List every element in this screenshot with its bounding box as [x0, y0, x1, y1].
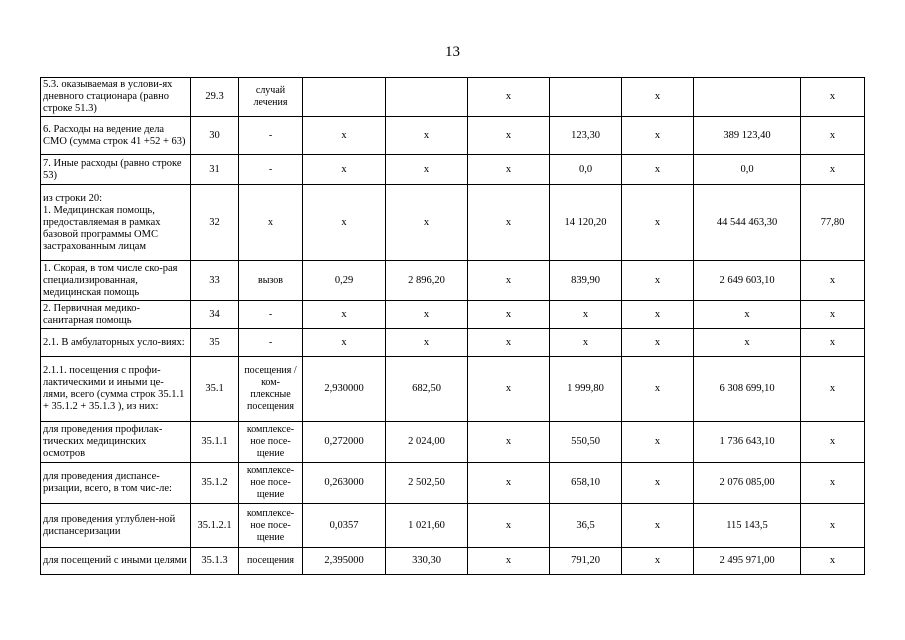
total-cell: 44 544 463,30 [694, 185, 801, 261]
unit-cell: комплексе-ное посе-щение [239, 504, 303, 548]
row-code: 33 [191, 261, 239, 301]
share-cell: x [801, 329, 865, 357]
norm-volume-cell: x [303, 329, 386, 357]
table-row [41, 548, 865, 575]
row-label: 2.1.1. посещения с профи-лактическими и иными це-лями, всего (сумма строк 35.1.1 + 35.1.2 + 35.1.3 ), из них: [41, 357, 191, 422]
row-code: 35.1.2.1 [191, 504, 239, 548]
total-cell: 389 123,40 [694, 117, 801, 155]
unit-cell: - [239, 117, 303, 155]
row-label: 5.3. оказываемая в услови-ях дневного стационара (равно строке 51.3) [41, 78, 191, 117]
row-label: 1. Скорая, в том числе ско-рая специализированная, медицинская помощь [41, 261, 191, 301]
table-row [41, 329, 865, 357]
norm-cost-cell: 2 896,20 [386, 261, 468, 301]
table-row [41, 357, 865, 422]
norm-cost-cell: x [386, 301, 468, 329]
row-code: 30 [191, 117, 239, 155]
value-cell-c8: x [622, 548, 694, 575]
page-number: 13 [445, 44, 460, 60]
norm-volume-cell: x [303, 185, 386, 261]
norm-volume-cell: x [303, 117, 386, 155]
share-cell: x [801, 548, 865, 575]
total-cell: 1 736 643,10 [694, 422, 801, 463]
row-code: 35.1.2 [191, 463, 239, 504]
row-label: из строки 20: 1. Медицинская помощь, предоставляемая в рамках базовой программы ОМС застрахованным лицам [41, 185, 191, 261]
norm-cost-cell [386, 78, 468, 117]
share-cell: x [801, 463, 865, 504]
row-label: для проведения диспансе-ризации, всего, в том чис-ле: [41, 463, 191, 504]
unit-cell: комплексе-ное посе-щение [239, 422, 303, 463]
per-capita-cell: x [550, 329, 622, 357]
total-cell: 2 076 085,00 [694, 463, 801, 504]
norm-cost-cell: 1 021,60 [386, 504, 468, 548]
share-cell: x [801, 261, 865, 301]
per-capita-cell: 123,30 [550, 117, 622, 155]
total-cell: 6 308 699,10 [694, 357, 801, 422]
value-cell-c6: x [468, 504, 550, 548]
row-code: 35.1.1 [191, 422, 239, 463]
table-body [41, 78, 865, 575]
row-label: для посещений с иными целями [41, 548, 191, 575]
norm-cost-cell: x [386, 185, 468, 261]
unit-cell: комплексе-ное посе-щение [239, 463, 303, 504]
value-cell-c6: x [468, 422, 550, 463]
norm-volume-cell: 0,0357 [303, 504, 386, 548]
value-cell-c8: x [622, 78, 694, 117]
row-label: для проведения профилак-тических медицинских осмотров [41, 422, 191, 463]
norm-cost-cell: x [386, 329, 468, 357]
norm-volume-cell [303, 78, 386, 117]
value-cell-c8: x [622, 301, 694, 329]
unit-cell: посещения [239, 548, 303, 575]
share-cell: x [801, 301, 865, 329]
per-capita-cell: 791,20 [550, 548, 622, 575]
total-cell: 115 143,5 [694, 504, 801, 548]
table-row [41, 301, 865, 329]
norm-cost-cell: 682,50 [386, 357, 468, 422]
unit-cell: - [239, 155, 303, 185]
unit-cell: вызов [239, 261, 303, 301]
value-cell-c8: x [622, 261, 694, 301]
total-cell [694, 78, 801, 117]
per-capita-cell: 839,90 [550, 261, 622, 301]
value-cell-c6: x [468, 357, 550, 422]
row-code: 35 [191, 329, 239, 357]
value-cell-c6: x [468, 155, 550, 185]
value-cell-c8: x [622, 463, 694, 504]
share-cell: x [801, 155, 865, 185]
unit-cell: посещения / ком-плексные посещения [239, 357, 303, 422]
value-cell-c8: x [622, 422, 694, 463]
table-row [41, 504, 865, 548]
row-code: 29.3 [191, 78, 239, 117]
share-cell: x [801, 78, 865, 117]
total-cell: x [694, 329, 801, 357]
share-cell: x [801, 357, 865, 422]
per-capita-cell [550, 78, 622, 117]
value-cell-c6: x [468, 185, 550, 261]
norm-volume-cell: 0,29 [303, 261, 386, 301]
norm-volume-cell: 2,395000 [303, 548, 386, 575]
table-row [41, 155, 865, 185]
value-cell-c8: x [622, 329, 694, 357]
financing-table [40, 77, 865, 575]
value-cell-c8: x [622, 185, 694, 261]
norm-volume-cell: 0,272000 [303, 422, 386, 463]
norm-volume-cell: x [303, 301, 386, 329]
value-cell-c8: x [622, 117, 694, 155]
row-label: 6. Расходы на ведение дела СМО (сумма строк 41 +52 + 63) [41, 117, 191, 155]
row-code: 35.1.3 [191, 548, 239, 575]
value-cell-c8: x [622, 155, 694, 185]
table-row [41, 117, 865, 155]
norm-cost-cell: 330,30 [386, 548, 468, 575]
row-code: 31 [191, 155, 239, 185]
value-cell-c6: x [468, 548, 550, 575]
unit-cell: случай лечения [239, 78, 303, 117]
per-capita-cell: 0,0 [550, 155, 622, 185]
value-cell-c8: x [622, 357, 694, 422]
share-cell: x [801, 504, 865, 548]
per-capita-cell: 36,5 [550, 504, 622, 548]
norm-cost-cell: x [386, 155, 468, 185]
unit-cell: x [239, 185, 303, 261]
norm-volume-cell: 0,263000 [303, 463, 386, 504]
share-cell: 77,80 [801, 185, 865, 261]
row-code: 32 [191, 185, 239, 261]
per-capita-cell: x [550, 301, 622, 329]
row-code: 34 [191, 301, 239, 329]
unit-cell: - [239, 329, 303, 357]
norm-cost-cell: 2 024,00 [386, 422, 468, 463]
value-cell-c8: x [622, 504, 694, 548]
total-cell: 2 649 603,10 [694, 261, 801, 301]
row-label: 7. Иные расходы (равно строке 53) [41, 155, 191, 185]
norm-volume-cell: x [303, 155, 386, 185]
table-row [41, 422, 865, 463]
norm-cost-cell: 2 502,50 [386, 463, 468, 504]
total-cell: 2 495 971,00 [694, 548, 801, 575]
norm-cost-cell: x [386, 117, 468, 155]
value-cell-c6: x [468, 463, 550, 504]
value-cell-c6: x [468, 261, 550, 301]
per-capita-cell: 1 999,80 [550, 357, 622, 422]
total-cell: x [694, 301, 801, 329]
per-capita-cell: 550,50 [550, 422, 622, 463]
share-cell: x [801, 117, 865, 155]
per-capita-cell: 658,10 [550, 463, 622, 504]
total-cell: 0,0 [694, 155, 801, 185]
share-cell: x [801, 422, 865, 463]
table-row [41, 261, 865, 301]
norm-volume-cell: 2,930000 [303, 357, 386, 422]
table-row [41, 78, 865, 117]
row-label: для проведения углублен-ной диспансеризации [41, 504, 191, 548]
value-cell-c6: x [468, 78, 550, 117]
row-code: 35.1 [191, 357, 239, 422]
table-row [41, 185, 865, 261]
value-cell-c6: x [468, 301, 550, 329]
per-capita-cell: 14 120,20 [550, 185, 622, 261]
value-cell-c6: x [468, 117, 550, 155]
value-cell-c6: x [468, 329, 550, 357]
unit-cell: - [239, 301, 303, 329]
row-label: 2.1. В амбулаторных усло-виях: [41, 329, 191, 357]
row-label: 2. Первичная медико-санитарная помощь [41, 301, 191, 329]
table-row [41, 463, 865, 504]
